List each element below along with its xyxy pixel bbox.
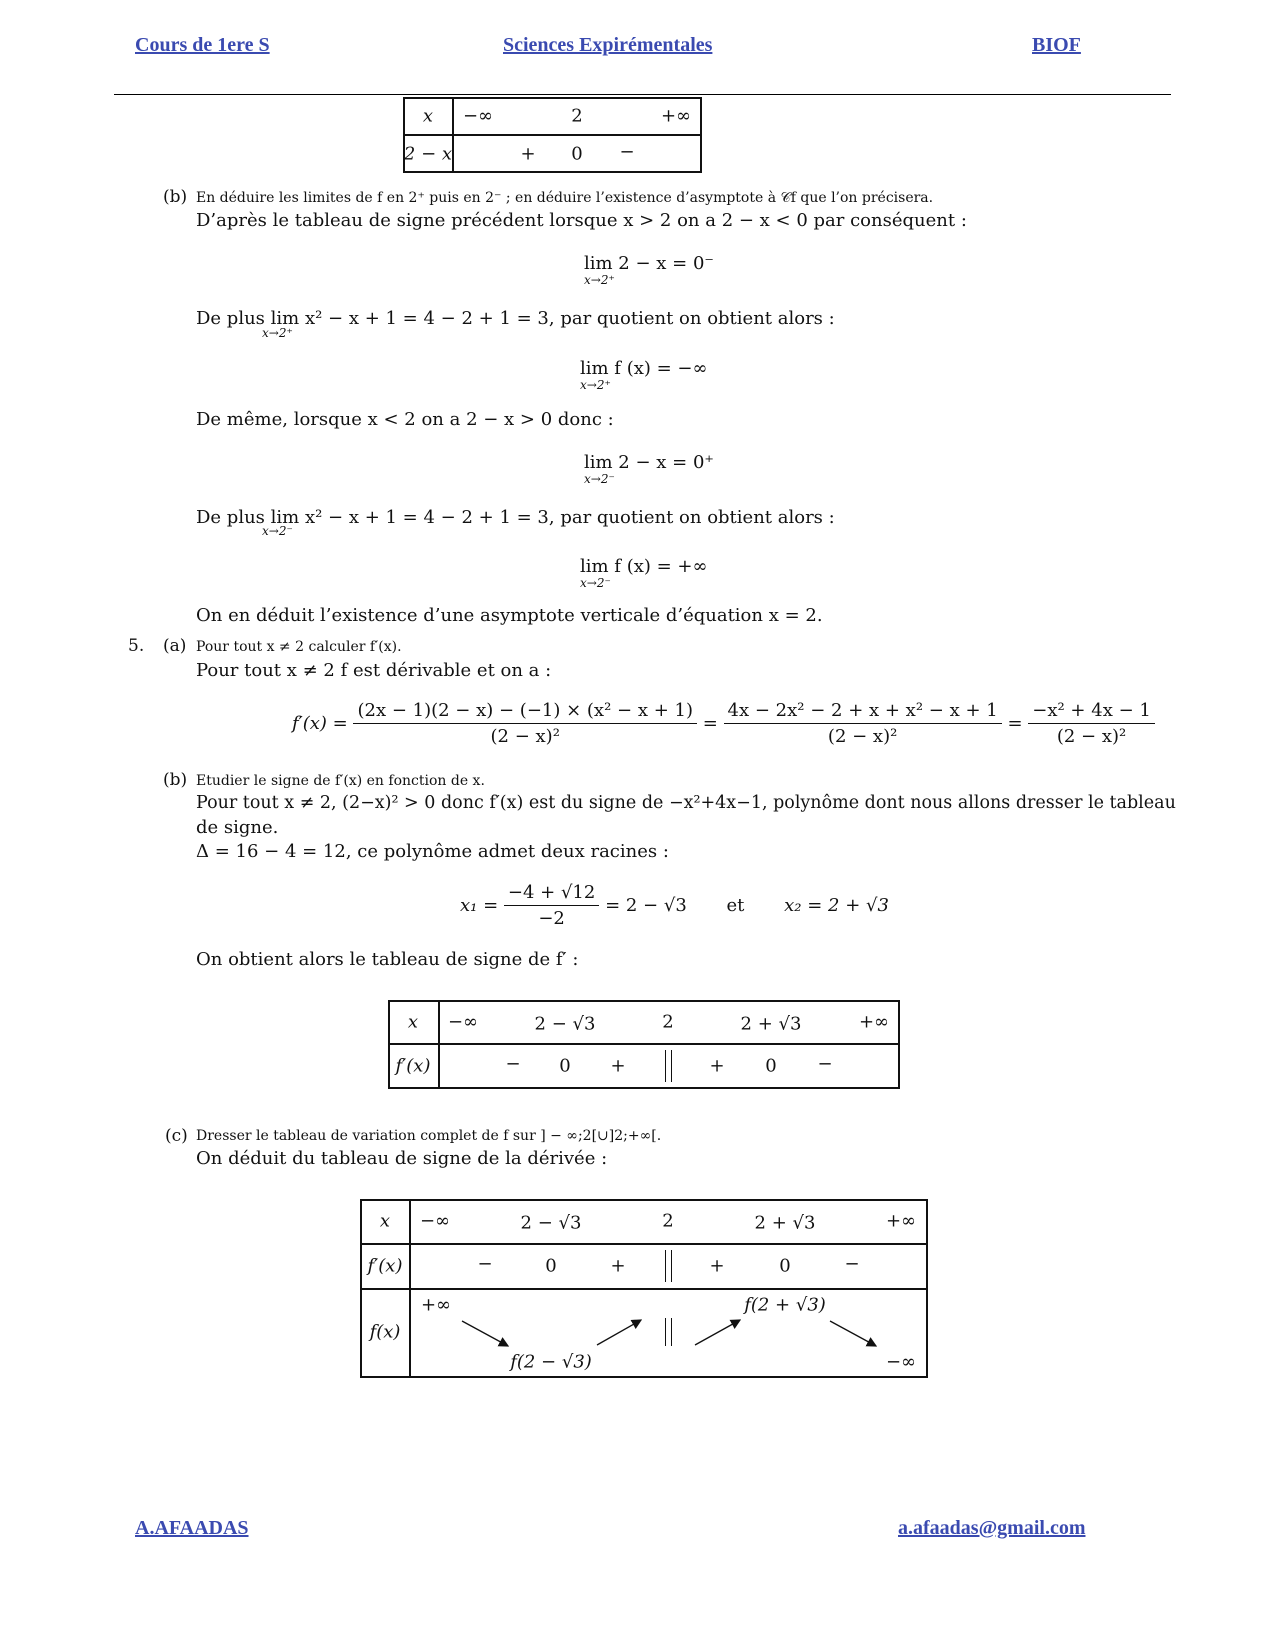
q5a-line1: Pour tout x ≠ 2 f est dérivable et on a : [196, 660, 552, 681]
q5a-question: Pour tout x ≠ 2 calculer f′(x). [196, 639, 402, 655]
t2-zero-2: 0 [765, 1055, 777, 1077]
t2-sign-1: − [505, 1053, 521, 1075]
frac2-num: 4x − 2x² − 2 + x + x² − x + 1 [724, 700, 1002, 724]
frac1-den: (2 − x)² [490, 726, 560, 747]
t1-row2-label: 2 − x [403, 143, 453, 165]
t1-zero: 0 [571, 143, 583, 165]
t3-sign-3: + [709, 1255, 725, 1277]
arrow-down-1 [462, 1321, 508, 1346]
q4b-conclusion: On en déduit l’existence d’une asymptote verticale d’équation x = 2. [196, 605, 823, 626]
t3-root2: 2 + √3 [754, 1212, 816, 1234]
t3-f-label: f(x) [369, 1321, 401, 1343]
q5-number: 5. [128, 636, 145, 656]
footer-author[interactable]: A.AFAADAS [135, 1517, 249, 1539]
q4b-line4-sub: x→2⁻ [262, 524, 293, 538]
footer-email[interactable]: a.afaadas@gmail.com [898, 1517, 1086, 1539]
t3-zero-2: 0 [779, 1255, 791, 1277]
q5c-label: (c) [165, 1126, 188, 1146]
t2-sign-2: + [610, 1055, 626, 1077]
t3-root1: 2 − √3 [520, 1212, 582, 1234]
lim3-expr: lim 2 − x = 0⁺ [584, 452, 714, 473]
t1-sign-minus: − [619, 141, 635, 163]
t3-sign-1: − [477, 1253, 493, 1275]
t2-x-label: x [407, 1011, 419, 1033]
deriv-lhs: f′(x) = [292, 713, 348, 734]
q4b-label: (b) [163, 187, 188, 207]
q5b-line2: Δ = 16 − 4 = 12, ce polynôme admet deux racines : [196, 841, 669, 862]
t3-plus-inf: +∞ [885, 1210, 917, 1232]
frac3-den: (2 − x)² [1056, 726, 1127, 747]
lim2-sub: x→2⁺ [580, 378, 611, 392]
lim4-expr: lim f (x) = +∞ [580, 556, 708, 577]
t2-sign-4: − [817, 1053, 833, 1075]
header-center[interactable]: Sciences Expirémentales [503, 34, 713, 56]
t2-two: 2 [662, 1011, 674, 1033]
t3-zero-1: 0 [545, 1255, 557, 1277]
header-left[interactable]: Cours de 1ere S [135, 34, 270, 56]
eq1: = [702, 713, 718, 734]
x1-lhs: x₁ = [460, 895, 499, 916]
arrow-up-2 [695, 1320, 740, 1345]
t2-minus-inf: −∞ [447, 1011, 479, 1033]
frac1-num: (2x − 1)(2 − x) − (−1) × (x² − x + 1) [353, 700, 697, 724]
q4b-line1: D’après le tableau de signe précédent lorsque x > 2 on a 2 − x < 0 par conséquent : [196, 210, 967, 231]
q5b-line1: Pour tout x ≠ 2, (2−x)² > 0 donc f′(x) est du signe de −x²+4x−1, polynôme dont nous allons dresser le tableau [196, 793, 1176, 813]
x1-rhs: = 2 − √3 [605, 895, 687, 916]
t2-fprime-label: f′(x) [395, 1055, 431, 1077]
q5b-line3: On obtient alors le tableau de signe de f′ : [196, 949, 579, 970]
x1-num: −4 + √12 [504, 882, 599, 906]
roots-et: et [726, 895, 745, 916]
q4b-line3: De même, lorsque x < 2 on a 2 − x > 0 donc : [196, 409, 614, 430]
t3-fprime-label: f′(x) [367, 1255, 403, 1277]
t2-zero-1: 0 [559, 1055, 571, 1077]
t1-minus-inf: −∞ [462, 105, 494, 127]
t2-sign-3: + [709, 1055, 725, 1077]
lim3-sub: x→2⁻ [584, 472, 615, 486]
lim1-expr: lim 2 − x = 0⁻ [584, 253, 714, 274]
frac3-num: −x² + 4x − 1 [1028, 700, 1155, 724]
x2-expr: x₂ = 2 + √3 [784, 895, 889, 916]
arrow-up-1 [597, 1320, 641, 1345]
lim2-expr: lim f (x) = −∞ [580, 358, 708, 379]
lim4-sub: x→2⁻ [580, 576, 611, 590]
q4b-line2: De plus lim x² − x + 1 = 4 − 2 + 1 = 3, par quotient on obtient alors : [196, 308, 835, 329]
t3-f-max: f(2 + √3) [744, 1294, 826, 1316]
t3-two: 2 [662, 1210, 674, 1232]
t3-sign-4: − [844, 1253, 860, 1275]
t3-f-min: f(2 − √3) [510, 1351, 592, 1373]
t3-f-minus-inf: −∞ [885, 1351, 917, 1373]
q4b-line2-sub: x→2⁺ [262, 326, 293, 340]
t2-root1: 2 − √3 [534, 1013, 596, 1035]
arrow-down-2 [830, 1321, 876, 1346]
q5a-label: (a) [163, 636, 187, 656]
t3-sign-2: + [610, 1255, 626, 1277]
q5c-question: Dresser le tableau de variation complet de f sur ] − ∞;2[∪]2;+∞[. [196, 1128, 662, 1144]
t1-plus-inf: +∞ [660, 105, 692, 127]
q5b-label: (b) [163, 770, 188, 790]
q4b-question: En déduire les limites de f en 2⁺ puis en 2⁻ ; en déduire l’existence d’asymptote à 𝒞f que l’on précisera. [196, 190, 934, 206]
t3-x-label: x [379, 1210, 391, 1232]
t1-sign-plus: + [520, 143, 536, 165]
q5b-line1b: de signe. [196, 817, 279, 838]
eq2: = [1007, 713, 1023, 734]
x1-den: −2 [538, 908, 565, 929]
frac2-den: (2 − x)² [827, 726, 898, 747]
t2-root2: 2 + √3 [740, 1013, 802, 1035]
t1-x-label: x [422, 105, 434, 127]
lim1-sub: x→2⁺ [584, 273, 615, 287]
t3-f-plus-inf: +∞ [420, 1294, 452, 1316]
t1-two: 2 [571, 105, 583, 127]
t2-plus-inf: +∞ [858, 1011, 890, 1033]
q4b-line4: De plus lim x² − x + 1 = 4 − 2 + 1 = 3, par quotient on obtient alors : [196, 507, 835, 528]
header-right[interactable]: BIOF [1032, 34, 1081, 56]
t3-minus-inf: −∞ [419, 1210, 451, 1232]
q5c-line1: On déduit du tableau de signe de la dérivée : [196, 1148, 608, 1169]
q5b-question: Etudier le signe de f′(x) en fonction de x. [196, 773, 485, 789]
